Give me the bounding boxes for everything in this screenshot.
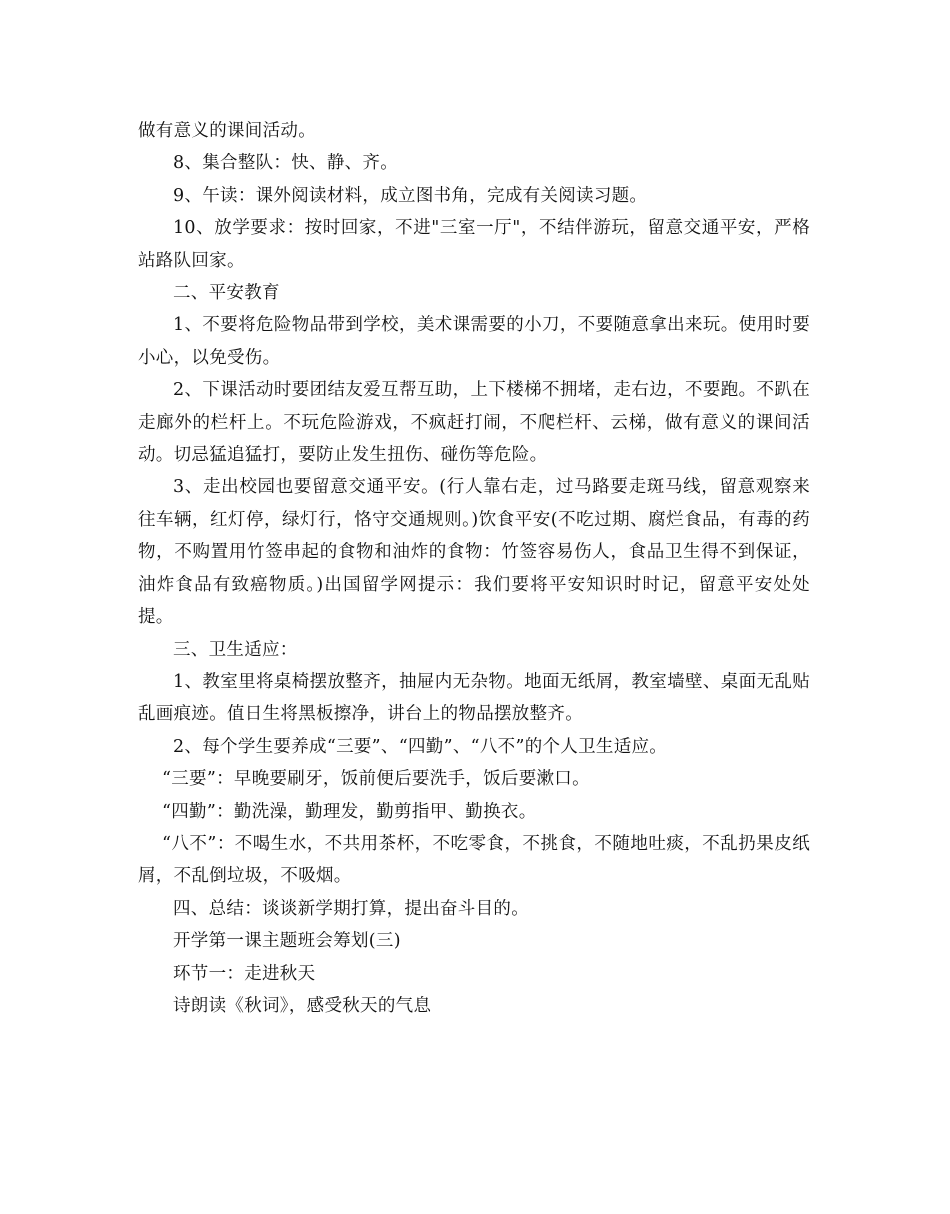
section-heading-hygiene: 三、卫生适应： bbox=[173, 639, 298, 660]
paragraph-hygiene-1: 1、教室里将桌椅摆放整齐，抽屉内无杂物。地面无纸屑，教室墙壁、桌面无乱贴乱画痕迹。值日生将黑板擦净，讲台上的物品摆放整齐。 bbox=[138, 671, 810, 725]
paragraph-eight-donts: “八不”：不喝生水，不共用茶杯，不吃零食，不挑食，不随地吐痰，不乱扔果皮纸屑，不乱倒垃圾，不吸烟。 bbox=[138, 833, 810, 887]
section-heading-summary: 四、总结：谈谈新学期打算，提出奋斗目的。 bbox=[173, 898, 529, 919]
paragraph-three-musts: “三要”：早晚要刷牙，饭前便后要洗手，饭后要漱口。 bbox=[162, 769, 590, 790]
paragraph-safety-1: 1、不要将危险物品带到学校，美术课需要的小刀，不要随意拿出来玩。使用时要小心，以免受伤。 bbox=[138, 315, 810, 368]
paragraph-four-diligences: “四勤”：勤洗澡，勤理发，勤剪指甲、勤换衣。 bbox=[162, 801, 537, 822]
stage-one-heading: 环节一：走进秋天 bbox=[173, 963, 316, 984]
paragraph-hygiene-2: 2、每个学生要养成“三要”、“四勤”、“八不”的个人卫生适应。 bbox=[173, 736, 668, 757]
paragraph-continuation: 做有意义的课间活动。 bbox=[138, 121, 316, 141]
paragraph-safety-3: 3、走出校园也要留意交通平安。(行人靠右走，过马路要走斑马线，留意观察来往车辆，红灯停，绿灯行，恪守交通规则。)饮食平安(不吃过期、腐烂食品，有毒的药物，不购置用竹签串起的食物和油炸的食物：竹签容易伤人，食品卫生得不到保证，油炸食品有致癌物质。)出国留学网提示：我们要将平安知识时时记，留意平安处处提。 bbox=[138, 477, 810, 628]
section-heading-safety: 二、平安教育 bbox=[173, 283, 280, 304]
paragraph-item-9: 9、午读：课外阅读材料，成立图书角，完成有关阅读习题。 bbox=[173, 185, 648, 206]
poem-reading-line: 诗朗读《秋词》，感受秋天的气息 bbox=[173, 995, 432, 1016]
paragraph-item-8: 8、集合整队：快、静、齐。 bbox=[173, 153, 399, 174]
plan-title: 开学第一课主题班会筹划(三) bbox=[173, 931, 401, 952]
paragraph-item-10: 10、放学要求：按时回家，不进"三室一厅"，不结伴游玩，留意交通平安，严格站路队回家。 bbox=[138, 218, 810, 271]
paragraph-safety-2: 2、下课活动时要团结友爱互帮互助，上下楼梯不拥堵，走右边，不要跑。不趴在走廊外的栏杆上。不玩危险游戏，不疯赶打闹，不爬栏杆、云梯，做有意义的课间活动。切忌猛追猛打，要防止发生扭伤、碰伤等危险。 bbox=[138, 380, 810, 466]
document-body bbox=[138, 115, 810, 1022]
